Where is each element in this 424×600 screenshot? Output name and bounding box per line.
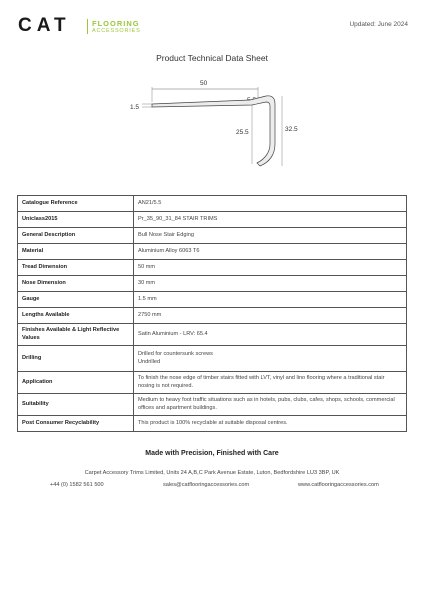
spec-label: Material bbox=[18, 244, 134, 260]
table-row bbox=[18, 212, 407, 228]
table-row bbox=[18, 324, 407, 346]
spec-label: Drilling bbox=[18, 346, 134, 372]
footer-email[interactable]: sales@catflooringaccessories.com bbox=[163, 482, 250, 488]
spec-value: 30 mm bbox=[134, 276, 407, 292]
header bbox=[18, 14, 408, 38]
profile-drawing-svg bbox=[120, 76, 310, 176]
spec-value: AN21/5.5 bbox=[134, 196, 407, 212]
footer-address: Carpet Accessory Trims Limited, Units 24 A,B,C Park Avenue Estate, Luton, Bedfordshire LU3 3BP, UK bbox=[84, 470, 340, 476]
spec-table bbox=[17, 195, 407, 432]
spec-label: Application bbox=[18, 372, 134, 394]
dim-width: 50 bbox=[200, 80, 208, 87]
spec-label: Finishes Available & Light Reflective Values bbox=[18, 324, 134, 346]
spec-value-line: Undrilled bbox=[138, 358, 161, 365]
spec-value: 50 mm bbox=[134, 260, 407, 276]
spec-value: To finish the nose edge of timber stairs fitted with LVT, vinyl and lino flooring where a traditional stair nosing is not required. bbox=[134, 372, 407, 394]
table-row bbox=[18, 308, 407, 324]
updated-date: Updated: June 2024 bbox=[349, 21, 408, 28]
dim-outer-height: 32.5 bbox=[285, 126, 298, 133]
logo-cat: CAT bbox=[18, 15, 71, 36]
profile-drawing bbox=[120, 76, 310, 176]
spec-label: Nose Dimension bbox=[18, 276, 134, 292]
logo-flooring: FLOORING bbox=[92, 19, 140, 28]
table-row bbox=[18, 228, 407, 244]
spec-value: 2750 mm bbox=[134, 308, 407, 324]
document-title: Product Technical Data Sheet bbox=[156, 53, 268, 63]
table-row bbox=[18, 416, 407, 432]
dim-inner-height: 25.5 bbox=[236, 129, 249, 136]
spec-value: Satin Aluminium - LRV: 65.4 bbox=[134, 324, 407, 346]
footer-tagline: Made with Precision, Finished with Care bbox=[145, 450, 279, 457]
table-row bbox=[18, 244, 407, 260]
footer-phone[interactable]: +44 (0) 1582 561 500 bbox=[50, 482, 104, 488]
table-row bbox=[18, 276, 407, 292]
spec-label: Catalogue Reference bbox=[18, 196, 134, 212]
table-row bbox=[18, 260, 407, 276]
spec-value bbox=[134, 346, 407, 372]
spec-label: Uniclass2015 bbox=[18, 212, 134, 228]
profile-shape bbox=[152, 96, 275, 166]
logo-divider bbox=[87, 19, 88, 34]
spec-value: 1.5 mm bbox=[134, 292, 407, 308]
table-row bbox=[18, 372, 407, 394]
footer-website[interactable]: www.catflooringaccessories.com bbox=[298, 482, 379, 488]
table-row bbox=[18, 196, 407, 212]
spec-label: Suitability bbox=[18, 394, 134, 416]
table-row bbox=[18, 394, 407, 416]
spec-label: Lengths Available bbox=[18, 308, 134, 324]
spec-label: Gauge bbox=[18, 292, 134, 308]
table-row bbox=[18, 292, 407, 308]
spec-value: Aluminium Alloy 6063 T6 bbox=[134, 244, 407, 260]
table-row bbox=[18, 346, 407, 372]
spec-value: This product is 100% recyclable at suitable disposal centres. bbox=[134, 416, 407, 432]
spec-value-line: Drilled for countersunk screws bbox=[138, 351, 213, 357]
spec-value: Medium to heavy foot traffic situations such as in hotels, pubs, clubs, cafes, shops, schools, commercial offices and apartment buildings. bbox=[134, 394, 407, 416]
dim-thickness: 1.5 bbox=[130, 104, 140, 111]
spec-label: Post Consumer Recyclability bbox=[18, 416, 134, 432]
logo-accessories: ACCESSORIES bbox=[92, 28, 141, 34]
spec-label: General Description bbox=[18, 228, 134, 244]
spec-label: Tread Dimension bbox=[18, 260, 134, 276]
spec-value: Bull Nose Stair Edging bbox=[134, 228, 407, 244]
spec-value: Pr_35_90_31_84 STAIR TRIMS bbox=[134, 212, 407, 228]
